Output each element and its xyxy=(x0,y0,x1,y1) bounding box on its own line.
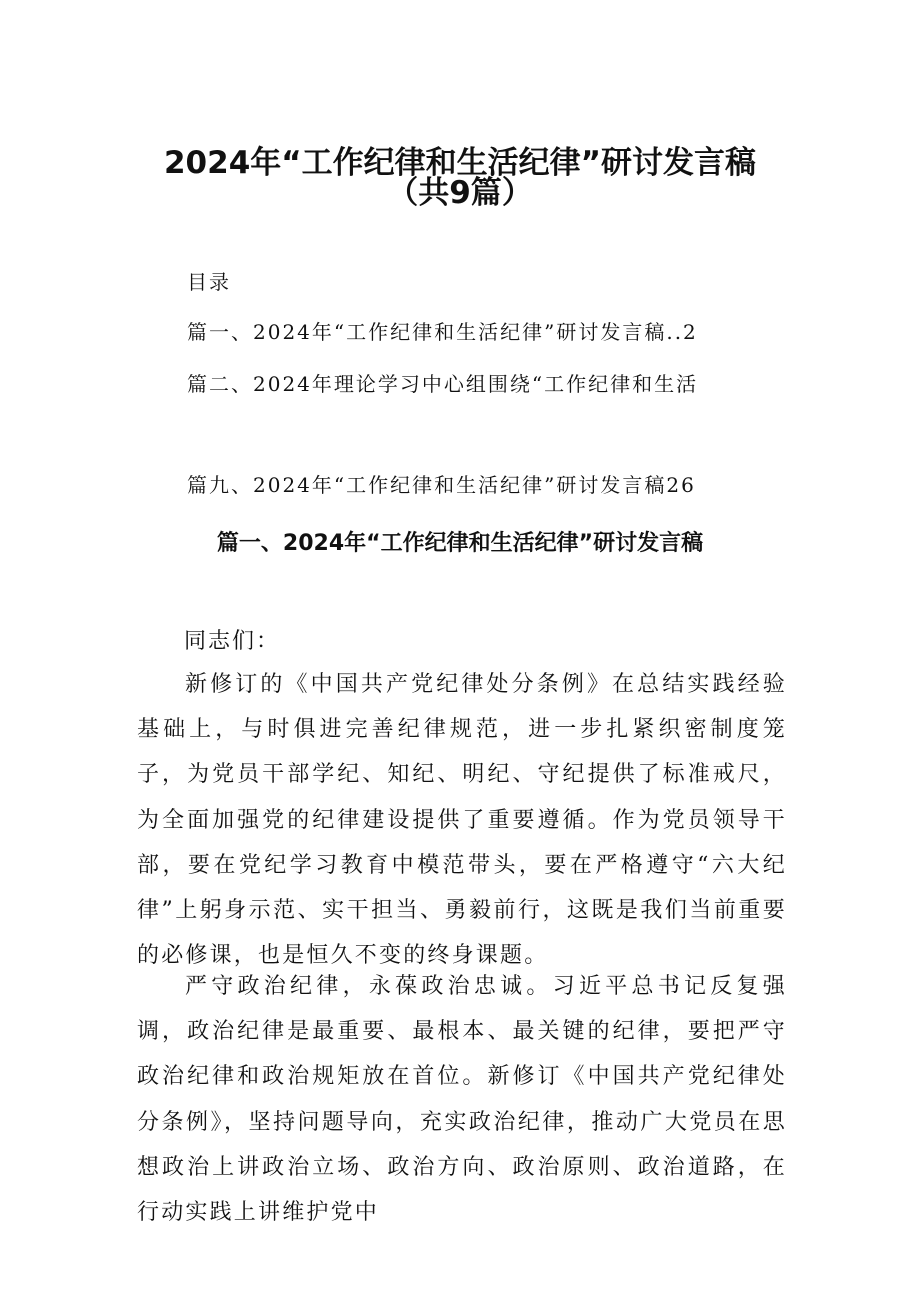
body-paragraph: 严守政治纪律，永葆政治忠诚。习近平总书记反复强调，政治纪律是最重要、最根本、最关键的纪律，要把严守政治纪律和政治规矩放在首位。新修订《中国共产党纪律处分条例》，坚持问题导向，充实政治纪律，推动广大党员在思想政治上讲政治立场、政治方向、政治原则、政治道路，在行动实践上讲维护党中 xyxy=(137,974,787,1226)
document-title: 2024年“工作纪律和生活纪律”研讨发言稿 xyxy=(163,145,757,181)
toc-item[interactable]: 篇九、2024年“工作纪律和生活纪律”研讨发言稿26 xyxy=(187,473,696,497)
greeting: 同志们： xyxy=(184,629,281,654)
toc-label: 目录 xyxy=(187,270,231,294)
section-heading: 篇一、2024年“工作纪律和生活纪律”研讨发言稿 xyxy=(216,531,704,556)
body-paragraph: 新修订的《中国共产党纪律处分条例》在总结实践经验基础上，与时俱进完善纪律规范，进一步扎紧织密制度笼子，为党员干部学纪、知纪、明纪、守纪提供了标准戒尺，为全面加强党的纪律建设提供了重要遵循。作为党员领导干部，要在党纪学习教育中模范带头，要在严格遵守“六大纪律”上躬身示范、实干担当、勇毅前行，这既是我们当前重要的必修课，也是恒久不变的终身课题。 xyxy=(137,672,787,969)
document-subtitle: （共9篇） xyxy=(387,175,533,211)
toc-item[interactable]: 篇一、2024年“工作纪律和生活纪律”研讨发言稿..2 xyxy=(187,320,698,344)
toc-item[interactable]: 篇二、2024年理论学习中心组围绕“工作纪律和生活 xyxy=(187,372,699,396)
